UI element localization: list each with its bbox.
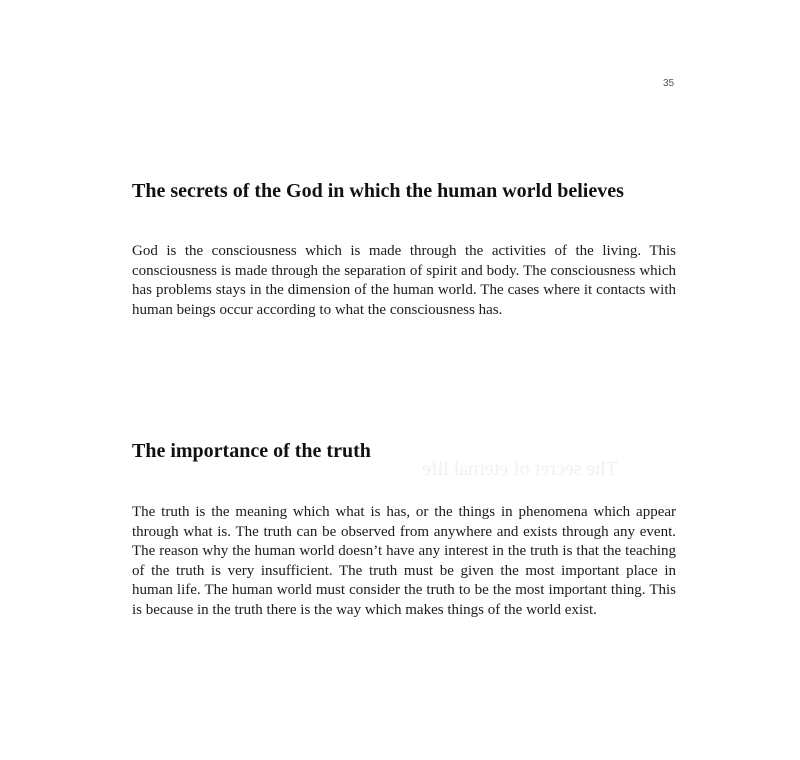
section-god-secrets — [132, 178, 676, 320]
section-heading: The importance of the truth — [132, 440, 371, 462]
section-paragraph: God is the consciousness which is made through the activities of the living. This consciousness is made through the separation of spirit and body. The consciousness which has problems stays in the dimension of the human world. The cases where it contacts with human beings occur according to what the consciousness has. — [132, 243, 676, 318]
bleed-through-text: The secret of eternal life — [422, 458, 618, 480]
section-paragraph: The truth is the meaning which what is has, or the things in phenomena which appear through what is. The truth can be observed from anywhere and exists through any event. The reason why the human world doesn’t have any interest in the truth is that the teaching of the truth is very insufficient. The truth must be given the most important place in human life. The human world must consider the truth to be the most important thing. This is because in the truth there is the way which makes things of the world exist. — [132, 504, 676, 618]
section-importance-of-truth — [132, 438, 676, 621]
section-heading: The secrets of the God in which the human world believes — [132, 180, 624, 202]
page-number: 35 — [663, 78, 675, 89]
